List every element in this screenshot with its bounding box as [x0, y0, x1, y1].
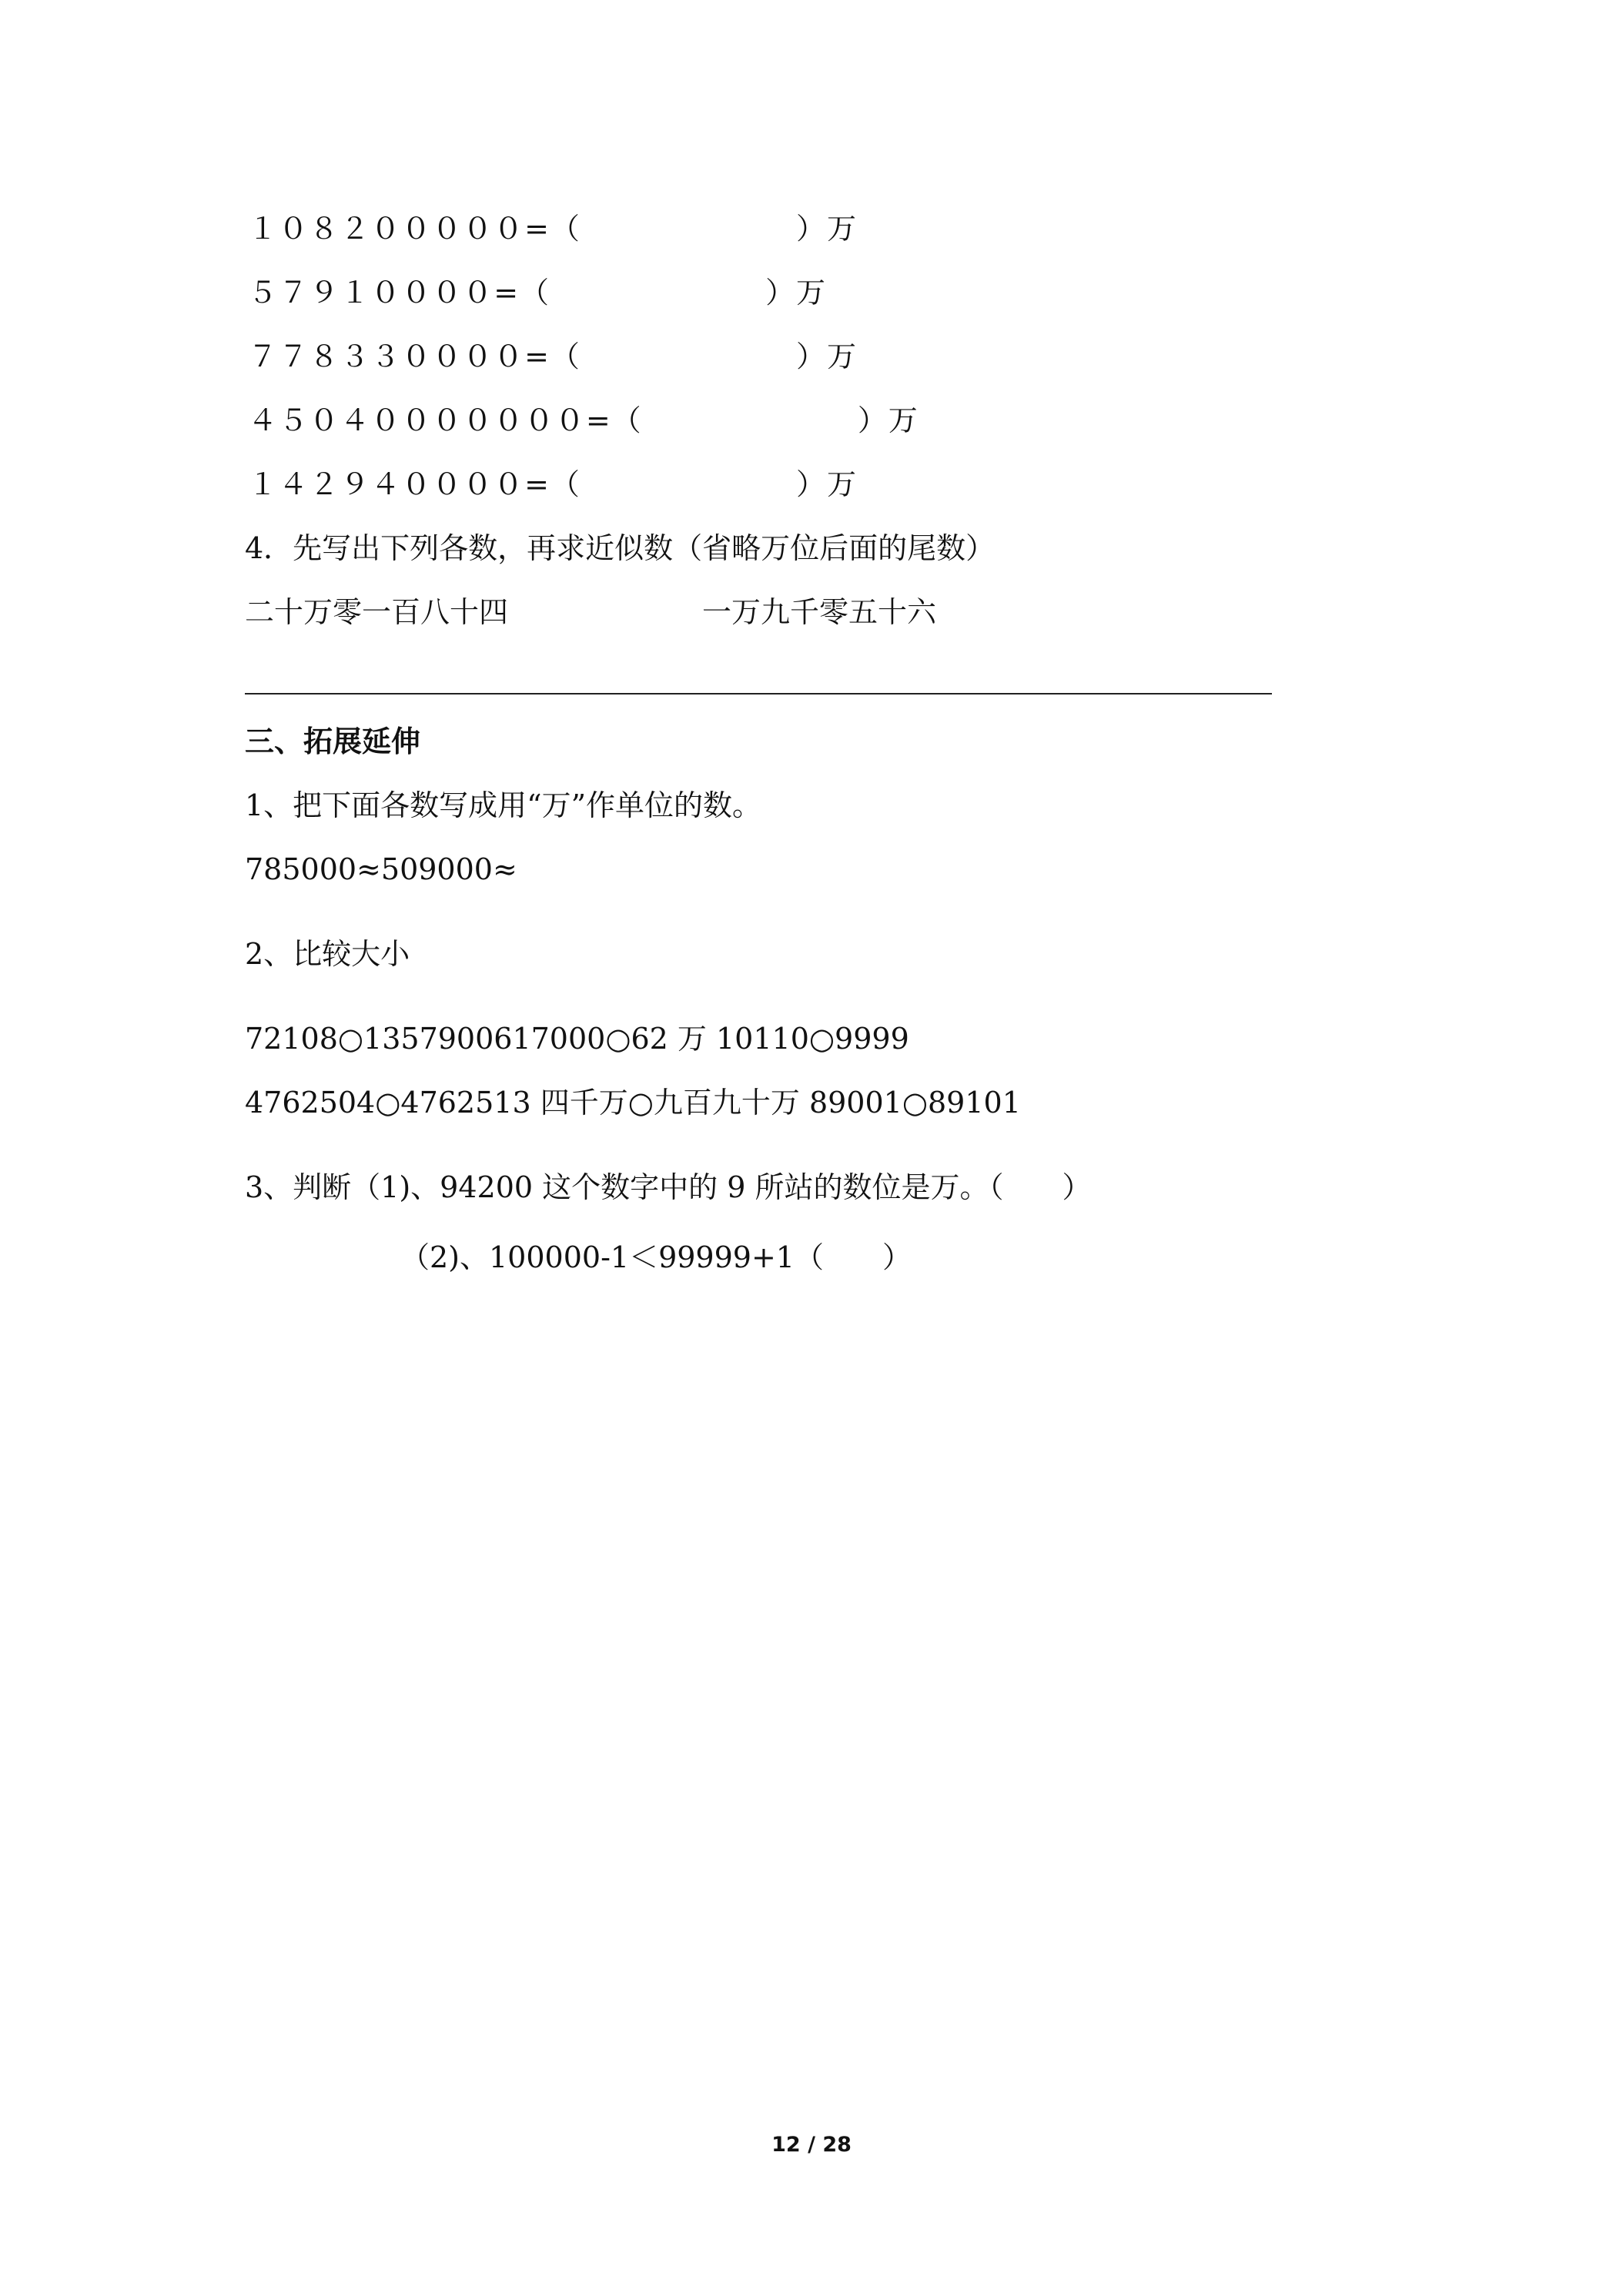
conversion-line-5: １４２９４００００=（ ）万	[248, 467, 858, 501]
answer-rule-line	[245, 693, 1272, 694]
section-3-q1-text: 1、把下面各数写成用“万”作单位的数。	[245, 788, 762, 822]
page-number: 12 / 28	[771, 2133, 852, 2157]
question-4-item-b: 一万九千零五十六	[702, 595, 937, 629]
section-3-title: 三、拓展延伸	[245, 725, 421, 758]
section-3-q3-line-2: （2)、100000-1＜99999+1（ ）	[400, 1240, 912, 1274]
section-3-q2-line-1: 72108○1357900617000○62 万 10110○9999	[245, 1022, 909, 1056]
section-3-q2-text: 2、比较大小	[245, 937, 410, 971]
conversion-line-4: ４５０４０００００００=（ ）万	[248, 403, 919, 437]
conversion-line-3: ７７８３３００００=（ ）万	[248, 340, 858, 373]
section-3-q1-values: 785000≈509000≈	[245, 852, 517, 886]
section-3-q2-line-2: 4762504○4762513 四千万○九百九十万 89001○89101	[245, 1086, 1021, 1120]
section-3-q3-line-1: 3、判断（1)、94200 这个数字中的 9 所站的数位是万。（ ）	[245, 1170, 1092, 1204]
question-4-item-a: 二十万零一百八十四	[245, 595, 509, 629]
conversion-line-1: １０８２０００００=（ ）万	[248, 212, 858, 246]
question-4-heading: 4．先写出下列各数，再求近似数（省略万位后面的尾数）	[245, 531, 996, 565]
conversion-line-2: ５７９１００００=（ ）万	[248, 276, 827, 310]
